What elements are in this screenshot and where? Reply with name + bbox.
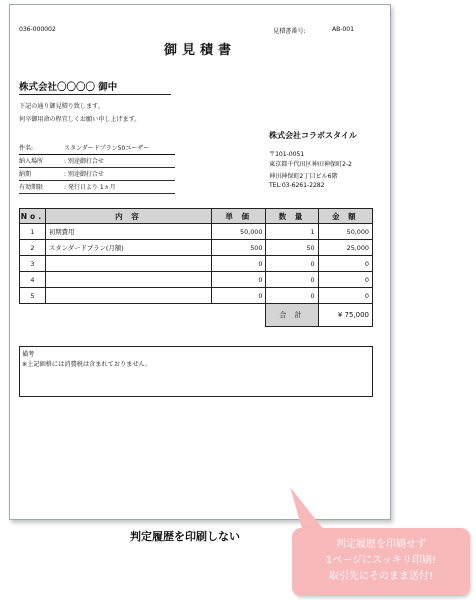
row-unit-price: 0 bbox=[212, 256, 266, 272]
document-number: 036-000002 bbox=[19, 26, 56, 33]
row-amount: 0 bbox=[318, 256, 372, 272]
row-quantity: 0 bbox=[266, 288, 318, 304]
row-amount: 0 bbox=[318, 288, 372, 304]
header-description: 内 容 bbox=[45, 209, 211, 224]
row-description bbox=[45, 288, 211, 304]
info-key: 有効期限 bbox=[19, 181, 64, 194]
header-unit-price: 単 価 bbox=[212, 209, 266, 224]
callout-line-3: 取引先にそのまま送付! bbox=[328, 571, 433, 582]
row-quantity: 1 bbox=[266, 224, 318, 240]
info-key: 件名: bbox=[19, 142, 64, 155]
info-key: 納期 bbox=[19, 168, 64, 181]
callout-line-2: 1ページにスッキリ印刷! bbox=[325, 555, 437, 566]
table-row bbox=[20, 224, 373, 240]
row-unit-price: 0 bbox=[212, 272, 266, 288]
remarks-box bbox=[19, 346, 373, 397]
header-amount: 金 額 bbox=[318, 209, 372, 224]
row-description bbox=[45, 272, 211, 288]
info-key: 納入場所 bbox=[19, 155, 64, 168]
row-description bbox=[45, 256, 211, 272]
row-no: 4 bbox=[20, 272, 46, 288]
info-value: スタンダードプラン50ユーザー bbox=[64, 142, 175, 155]
estimate-info-table bbox=[19, 142, 175, 194]
row-no: 1 bbox=[20, 224, 46, 240]
remarks-text: ※上記価格には消費税は含まれておりません。 bbox=[22, 361, 152, 368]
row-unit-price: 0 bbox=[212, 288, 266, 304]
row-unit-price: 500 bbox=[212, 240, 266, 256]
line-items-table bbox=[19, 208, 373, 327]
intro-text-2: 何卒御用命の程宜しくお願い申し上げます。 bbox=[19, 116, 141, 123]
table-row bbox=[20, 256, 373, 272]
row-quantity: 50 bbox=[266, 240, 318, 256]
company-address-1: 東京都千代田区神田神保町2-2 bbox=[269, 161, 352, 168]
total-row bbox=[20, 304, 373, 327]
table-row bbox=[20, 288, 373, 304]
info-value: : 発行日より 1ヵ月 bbox=[64, 181, 175, 194]
row-amount: 0 bbox=[318, 272, 372, 288]
row-no: 2 bbox=[20, 240, 46, 256]
remarks-label: 備考 bbox=[22, 351, 35, 358]
total-amount: ¥ 75,000 bbox=[318, 304, 372, 327]
row-quantity: 0 bbox=[266, 256, 318, 272]
info-value: : 別途御打合せ bbox=[64, 155, 175, 168]
row-no: 3 bbox=[20, 256, 46, 272]
estimate-number: AB-001 bbox=[332, 26, 354, 33]
row-amount: 25,000 bbox=[318, 240, 372, 256]
row-amount: 50,000 bbox=[318, 224, 372, 240]
info-row-delivery-place bbox=[19, 155, 175, 168]
row-unit-price: 50,000 bbox=[212, 224, 266, 240]
company-address-2: 神田神保町2丁目ビル6階 bbox=[269, 173, 338, 180]
info-row-delivery-date bbox=[19, 168, 175, 181]
row-description: スタンダードプラン(月額) bbox=[45, 240, 211, 256]
table-row bbox=[20, 272, 373, 288]
row-no: 5 bbox=[20, 288, 46, 304]
callout-bubble bbox=[292, 528, 470, 596]
callout-line-1: 判定履歴を印刷せず bbox=[336, 539, 426, 550]
table-header-row bbox=[20, 209, 373, 224]
estimate-document bbox=[9, 4, 391, 520]
caption: 判定履歴を印刷しない bbox=[130, 530, 240, 543]
intro-text-1: 下記の通り御見積り致します。 bbox=[19, 103, 104, 110]
header-no: No. bbox=[20, 209, 46, 224]
total-label: 合 計 bbox=[266, 304, 318, 327]
document-title: 御見積書 bbox=[163, 43, 236, 58]
info-row-expiry bbox=[19, 181, 175, 194]
company-name: 株式会社コラボスタイル bbox=[269, 131, 357, 140]
table-row bbox=[20, 240, 373, 256]
company-postal-code: 〒101-0051 bbox=[269, 151, 305, 158]
company-tel: TEL:03-6261-2282 bbox=[269, 182, 325, 189]
info-row-subject bbox=[19, 142, 175, 155]
info-value: : 別途御打合せ bbox=[64, 168, 175, 181]
row-quantity: 0 bbox=[266, 272, 318, 288]
row-description: 初期費用 bbox=[45, 224, 211, 240]
header-quantity: 数 量 bbox=[266, 209, 318, 224]
estimate-number-label: 見積書番号: bbox=[273, 28, 306, 35]
client-name: 株式会社〇〇〇〇 御中 bbox=[19, 79, 171, 95]
